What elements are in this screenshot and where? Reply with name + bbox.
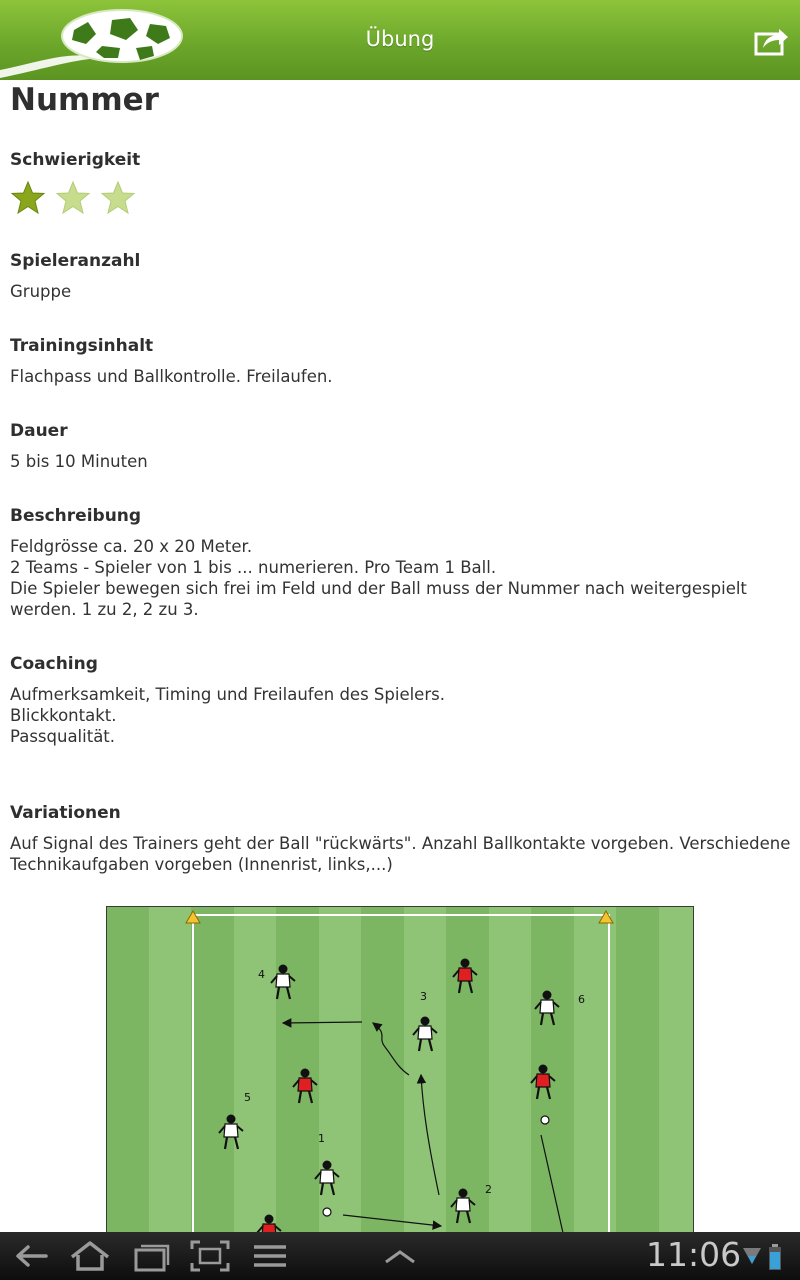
app-bar [0, 0, 800, 80]
recent-apps-icon[interactable] [130, 1238, 174, 1274]
menu-icon[interactable] [248, 1238, 292, 1274]
home-icon[interactable] [68, 1238, 112, 1274]
star-filled-icon [10, 180, 46, 216]
content-value: Flachpass und Ballkontrolle. Freilaufen. [10, 367, 333, 386]
content-label: Trainingsinhalt [10, 336, 154, 356]
description-text [10, 536, 790, 620]
exercise-title: Nummer [10, 82, 159, 118]
variations-line: Auf Signal des Trainers geht der Ball "rückwärts". Anzahl Ballkontakte vorgeben. Verschiedene [10, 834, 791, 853]
description-line: werden. 1 zu 2, 2 zu 3. [10, 600, 199, 619]
players-label: Spieleranzahl [10, 251, 141, 271]
coaching-text [10, 684, 790, 747]
description-line: Die Spieler bewegen sich frei im Feld und der Ball muss der Nummer nach weitergespielt [10, 579, 747, 598]
wifi-icon [742, 1244, 762, 1268]
screenshot-icon[interactable] [188, 1238, 232, 1274]
description-label: Beschreibung [10, 506, 142, 526]
exercise-detail [0, 80, 800, 1232]
coaching-label: Coaching [10, 654, 98, 674]
description-line: Feldgrösse ca. 20 x 20 Meter. [10, 537, 253, 556]
exercise-diagram [106, 906, 694, 1232]
up-chevron-icon[interactable] [378, 1238, 422, 1274]
player-number: 4 [258, 968, 265, 981]
coaching-line: Blickkontakt. [10, 706, 117, 725]
system-nav-bar [0, 1232, 800, 1280]
variations-line: Technikaufgaben vorgeben (Innenrist, links,...) [10, 855, 393, 874]
star-empty-icon [55, 180, 91, 216]
variations-text [10, 833, 790, 875]
soccer-field-diagram [107, 907, 694, 1232]
coaching-line: Passqualität. [10, 727, 116, 746]
duration-label: Dauer [10, 421, 68, 441]
player-number: 2 [485, 1183, 492, 1196]
description-line: 2 Teams - Spieler von 1 bis ... numerieren. Pro Team 1 Ball. [10, 558, 497, 577]
player-number: 5 [244, 1091, 251, 1104]
duration-value: 5 bis 10 Minuten [10, 452, 148, 471]
clock: 11:06 [646, 1235, 742, 1274]
battery-icon [768, 1244, 782, 1270]
player-number: 1 [318, 1132, 325, 1145]
share-icon[interactable] [754, 24, 790, 56]
app-title: Übung [365, 27, 435, 51]
players-value: Gruppe [10, 282, 72, 301]
back-icon[interactable] [10, 1238, 54, 1274]
star-empty-icon [100, 180, 136, 216]
variations-label: Variationen [10, 803, 121, 823]
coaching-line: Aufmerksamkeit, Timing und Freilaufen des Spielers. [10, 685, 445, 704]
difficulty-rating [10, 180, 140, 216]
difficulty-label: Schwierigkeit [10, 150, 141, 170]
player-number: 3 [420, 990, 427, 1003]
player-number: 6 [578, 993, 585, 1006]
